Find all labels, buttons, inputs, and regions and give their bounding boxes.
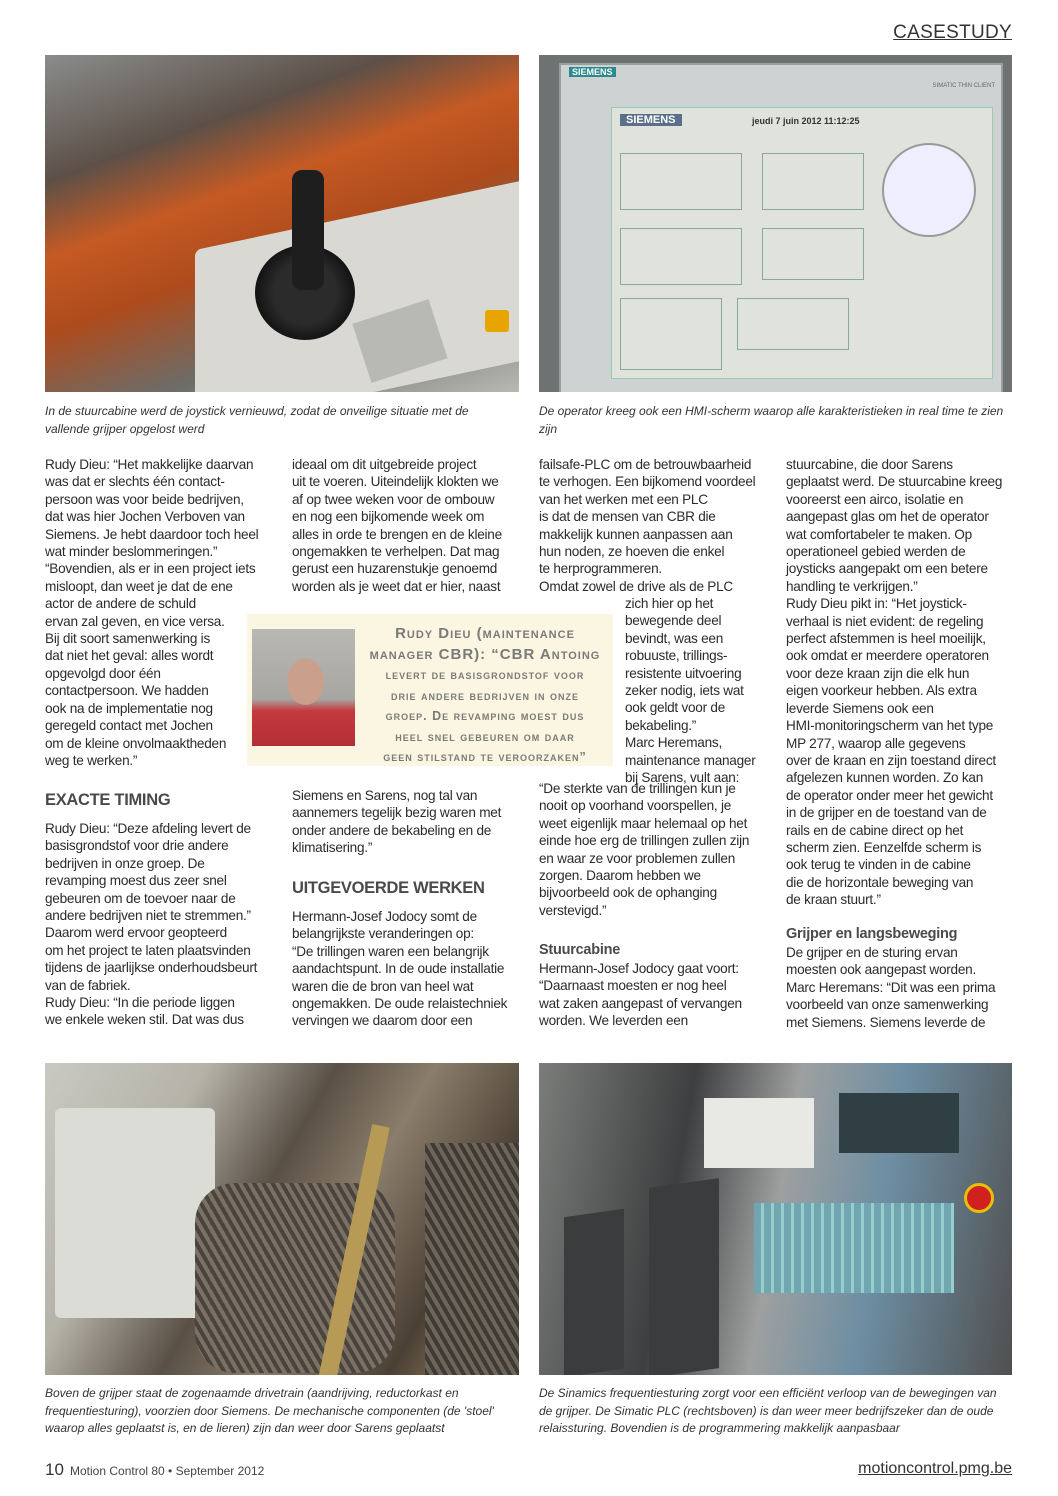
pull-quote-line: Rudy Dieu (maintenance [395, 625, 575, 642]
control-cabinet-photo [539, 1063, 1012, 1375]
emergency-button [485, 310, 509, 332]
sinamics-drive-2 [649, 1178, 719, 1375]
text-line: voorbeeld van onze samenwerking [786, 997, 989, 1013]
text-line: opgevolgd door één [45, 665, 161, 681]
text-line: om de kleine onvolmaaktheden [45, 735, 227, 751]
text-line: Rudy Dieu: “In die periode liggen [45, 995, 235, 1011]
paragraph [45, 820, 257, 1029]
text-line: ook terug te vinden in de cabine [786, 857, 971, 873]
text-line: en nog een bijkomende week om [292, 509, 485, 525]
caption-cabinet [539, 1385, 1009, 1438]
pull-quote-line: heel snel gebeuren om daar [395, 729, 575, 744]
text-line: resistente uitvoering [625, 665, 742, 681]
publication-info: Motion Control 80 • September 2012 [70, 1464, 265, 1478]
text-line: ook omdat er meerdere operatoren [786, 648, 989, 664]
portrait-photo [252, 629, 355, 746]
paragraph [292, 908, 507, 1030]
display-datetime: jeudi 7 juin 2012 11:12:25 [752, 116, 860, 126]
text-line: “Bovendien, als er in een project iets [45, 561, 256, 577]
display-brand: SIEMENS [620, 114, 682, 126]
text-line: Siemens. Je hebt daardoor toch heel [45, 526, 259, 542]
text-line: wat zaken aangepast of vervangen [539, 995, 742, 1011]
text-line: vooreerst een airco, isolatie en [786, 491, 964, 507]
text-line: ervan zal geven, en vice versa. [45, 613, 225, 629]
text-line: bevindt, was een [625, 630, 724, 646]
text-line: worden als je weet dat er hier, naast [292, 578, 501, 594]
control-panel [195, 180, 519, 392]
text-line: bijvoorbeeld ook de ophanging [539, 885, 717, 901]
text-line: de operator onder meer het gewicht [786, 787, 993, 803]
text-line: failsafe-PLC om de betrouwbaarheid [539, 457, 752, 472]
heading-text: Stuurcabine [539, 942, 621, 958]
text-line: Marc Heremans: “Dit was een prima [786, 979, 996, 995]
display-gauge [882, 143, 976, 237]
pull-quote-line: drie andere bedrijven in onze [391, 688, 579, 703]
text-line: worden. We leverden een [539, 1013, 688, 1029]
text-line: Hermann-Josef Jodocy somt de [292, 909, 477, 924]
paragraph [45, 456, 258, 769]
text-line: gebeuren om de toevoer naar de [45, 890, 236, 906]
text-line: waren die de bron van heel wat [292, 978, 474, 994]
display-panel-defauts [620, 298, 722, 370]
website-link[interactable]: motioncontrol.pmg.be [858, 1460, 1012, 1477]
paragraph [625, 595, 756, 786]
text-line: we enkele weken stil. Dat was dus [45, 1012, 244, 1028]
section-heading [539, 942, 620, 959]
text-line: aandachtspunt. In de oude installatie [292, 961, 505, 977]
text-line: Hermann-Josef Jodocy gaat voort: [539, 961, 739, 976]
caption-line: In de stuurcabine werd de joystick vernieuwd, zodat de onveilige situatie met de [45, 404, 469, 418]
text-line: van de fabriek. [45, 977, 131, 993]
text-line: belangrijkste veranderingen op: [292, 926, 474, 942]
display-panel-pince [762, 153, 864, 210]
text-line: bij Sarens, vult aan: [625, 770, 740, 786]
text-line: weg te werken.” [45, 752, 138, 768]
page-number: 10 [45, 1460, 64, 1479]
sinamics-drive-1 [564, 1209, 624, 1375]
text-line: Daarom werd ervoor geopteerd [45, 925, 227, 941]
text-line: te herprogrammeren. [539, 561, 662, 577]
text-line: in de grijper en de toestand van de [786, 805, 987, 821]
text-line: rails en de cabine direct op het [786, 822, 964, 838]
text-line: onder andere de bekabeling en de [292, 822, 492, 838]
paragraph [539, 960, 742, 1030]
text-line: MP 277, waarop alle gegevens [786, 735, 966, 751]
paragraph [292, 456, 502, 595]
text-line: die de horizontale beweging van [786, 874, 974, 890]
text-line: klimatisering.” [292, 840, 373, 856]
text-line: Rudy Dieu: “Het makkelijke daarvan [45, 457, 254, 472]
paragraph [539, 456, 755, 595]
pull-quote-text [359, 624, 611, 768]
text-line: geplaatst werd. De stuurcabine kreeg [786, 474, 1003, 490]
circuit-breakers [704, 1098, 814, 1168]
text-line: persoon was voor beide bedrijven, [45, 491, 244, 507]
section-heading [292, 880, 485, 897]
pull-quote-line: levert de basisgrondstof voor [385, 668, 585, 682]
display-panel-parking [762, 228, 864, 280]
hmi-display [611, 107, 993, 379]
text-line: bedrijven in onze groep. De [45, 855, 205, 871]
text-line: perfect afstemmen is heel moeilijk, [786, 631, 986, 647]
text-line: HMI-monitoringscherm van het type [786, 718, 994, 734]
text-line: “De sterkte van de trillingen kun je [539, 781, 736, 796]
text-line: zeker nodig, iets wat [625, 683, 744, 699]
hmi-panel [559, 63, 1003, 392]
text-line: eigen voorkeur hebben. Als extra [786, 683, 977, 699]
paragraph [539, 780, 749, 919]
text-line: leverde Siemens ook een [786, 700, 934, 716]
emergency-stop [964, 1183, 994, 1213]
drivetrain-photo [45, 1063, 519, 1375]
paragraph [786, 944, 995, 1031]
heading-text: UITGEVOERDE WERKEN [292, 879, 485, 897]
text-line: aannemers tegelijk bezig waren met [292, 805, 502, 821]
pull-quote-line: manager CBR): “CBR Antoing [369, 645, 601, 663]
text-line: verhaal is niet evident: de regeling [786, 613, 984, 629]
text-line: “De trillingen waren een belangrijk [292, 943, 489, 959]
caption-line: De operator kreeg ook een HMI-scherm waarop alle karakteristieken in real time te zien [539, 404, 1004, 418]
text-line: om het project te laten plaatsvinden [45, 942, 251, 958]
caption-line: waarop alles geplaatst is, en de lieren) zijn dan weer door Sarens geplaatst [45, 1421, 445, 1435]
text-line: bekabeling.” [625, 717, 697, 733]
text-line: moesten ook aangepast worden. [786, 962, 976, 978]
text-line: ook geldt voor de [625, 700, 726, 716]
caption-line: Boven de grijper staat de zogenaamde drivetrain (aandrijving, reductorkast en [45, 1386, 459, 1400]
caption-line: relaissturing. Bovendien is de programmering makkelijk aanpasbaar [539, 1421, 900, 1435]
motor [55, 1108, 215, 1318]
text-line: misloopt, dan weet je dat de ene [45, 578, 233, 594]
text-line: verstevigd.” [539, 902, 607, 918]
text-line: handling te verkrijgen.” [786, 578, 918, 594]
text-line: was dat er slechts één contact- [45, 474, 225, 490]
text-line: ongemakken te verhelpen. Dat mag [292, 544, 500, 560]
text-line: Marc Heremans, [625, 735, 722, 751]
text-line: ongemakken. De oude relaistechniek [292, 996, 508, 1012]
joystick-handle [292, 170, 324, 290]
text-line: wat comfortabeler te maken. Op [786, 526, 972, 542]
section-heading [45, 792, 170, 809]
paragraph [292, 787, 501, 857]
text-line: de kraan stuurt.” [786, 892, 881, 908]
caption-drivetrain [45, 1385, 515, 1438]
text-line: uit te voeren. Uiteindelijk klokten we [292, 474, 499, 490]
pull-quote-line: geen stilstand te veroorzaken” [383, 750, 587, 764]
text-line: tijdens de jaarlijkse onderhoudsbeurt [45, 960, 258, 976]
text-line: robuuste, trillings- [625, 648, 728, 664]
text-line: Omdat zowel de drive als de PLC [539, 578, 733, 594]
pull-quote [247, 614, 613, 766]
text-line: en waar ze voor problemen zullen [539, 850, 736, 866]
text-line: makkelijk kunnen aanpassen aan [539, 526, 733, 542]
caption-line: De Sinamics frequentiesturing zorgt voor een efficiënt verloop van de bewegingen van [539, 1386, 997, 1400]
display-panel-compteur [737, 298, 849, 350]
text-line: hun noden, ze hoeven die enkel [539, 544, 725, 560]
text-line: Bij dit soort samenwerking is [45, 631, 211, 647]
text-line: dat was hier Jochen Verboven van [45, 509, 245, 525]
text-line: joysticks aangepakt om een betere [786, 561, 988, 577]
text-line: scherm zien. Eenzelfde scherm is [786, 839, 982, 855]
text-line: gerust een huzarenstukje genoemd [292, 561, 498, 577]
text-line: Rudy Dieu pikt in: “Het joystick- [786, 596, 967, 612]
display-panel-demande [620, 228, 742, 285]
text-line: voor deze kraan zijn die elk hun [786, 665, 970, 681]
text-line: te verhogen. Een bijkomend voordeel [539, 474, 756, 490]
text-line: maintenance manager [625, 752, 756, 768]
text-line: weet eigenlijk maar helemaal op het [539, 815, 748, 831]
pull-quote-line: groep. De revamping moest dus [385, 709, 585, 723]
text-line: zich hier op het [625, 596, 714, 611]
panel-model: SIMATIC THIN CLIENT [932, 83, 995, 89]
caption-line: zijn [539, 421, 558, 436]
text-line: contactpersoon. We hadden [45, 683, 209, 699]
terminal-blocks [754, 1203, 954, 1293]
joystick-photo [45, 55, 519, 392]
text-line: stuurcabine, die door Sarens [786, 457, 953, 472]
text-line: af op twee weken voor de ombouw [292, 491, 495, 507]
text-line: Siemens en Sarens, nog tal van [292, 788, 478, 803]
caption-line: de grijper. De Simatic PLC (rechtsboven) is dan weer meer bedrijfszeker dan de oude [539, 1403, 994, 1418]
text-line: De grijper en de sturing ervan [786, 945, 958, 960]
caption-joystick [45, 403, 515, 438]
text-line: dat niet het geval: alles wordt [45, 648, 214, 664]
text-line: alles in orde te brengen en de kleine [292, 526, 502, 542]
text-line: van het werken met een PLC [539, 491, 708, 507]
text-line: ook na de implementatie nog [45, 700, 213, 716]
cable-drum-right [425, 1143, 519, 1375]
section-label: CASESTUDY [893, 22, 1012, 43]
simatic-plc [839, 1093, 959, 1153]
text-line: operationeel gebied werden de [786, 544, 966, 560]
paragraph [786, 456, 1002, 909]
heading-text: EXACTE TIMING [45, 791, 171, 809]
text-line: met Siemens. Siemens leverde de [786, 1014, 986, 1030]
text-line: over de kraan en zijn toestand direct [786, 752, 996, 768]
text-line: afgelezen kunnen worden. Zo kan [786, 770, 984, 786]
text-line: aangepast glas om het de operator [786, 509, 989, 525]
text-line: einde hoe erg de trillingen zullen zijn [539, 833, 750, 849]
panel-brand: SIEMENS [569, 67, 616, 77]
text-line: “Daarnaast moesten er nog heel [539, 978, 727, 994]
text-line: wat minder beslommeringen.” [45, 544, 218, 560]
text-line: ideaal om dit uitgebreide project [292, 457, 477, 472]
caption-hmi [539, 403, 1009, 438]
text-line: nooit op voorhand voorspellen, je [539, 798, 732, 814]
text-line: vervingen we daarom door een [292, 1013, 473, 1029]
heading-text: Grijper en langsbeweging [786, 926, 958, 942]
text-line: Rudy Dieu: “Deze afdeling levert de [45, 821, 251, 836]
text-line: actor de andere de schuld [45, 596, 196, 612]
text-line: revamping moest dus zeer snel [45, 873, 227, 889]
hmi-screen-photo [539, 55, 1012, 392]
text-line: geregeld contact met Jochen [45, 718, 213, 734]
text-line: zorgen. Daarom hebben we [539, 868, 701, 884]
text-line: bewegende deel [625, 613, 722, 629]
text-line: basisgrondstof voor drie andere [45, 838, 229, 854]
display-panel-cabine [620, 153, 742, 210]
text-line: is dat de mensen van CBR die [539, 509, 716, 525]
text-line: andere bedrijven niet te stremmen.” [45, 908, 251, 924]
caption-line: vallende grijper opgelost werd [45, 421, 205, 436]
section-heading [786, 926, 957, 943]
caption-line: frequentiesturing), voorzien door Siemens. De mechanische componenten (de 'stoel' [45, 1403, 494, 1418]
